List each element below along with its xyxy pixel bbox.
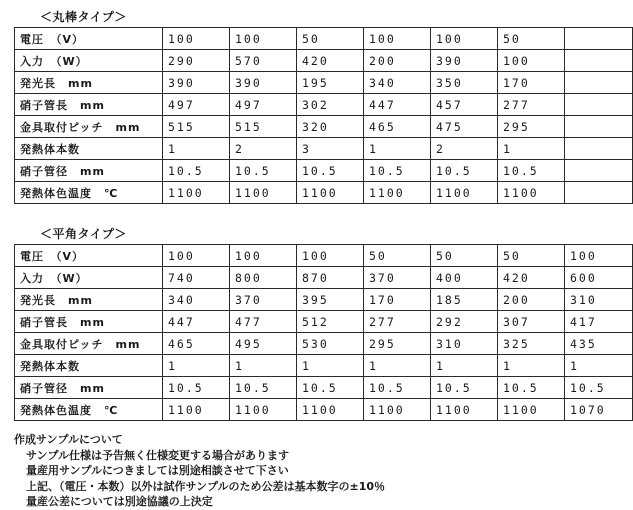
table-cell: 10.5 <box>364 160 431 182</box>
table-cell: 1 <box>498 355 565 377</box>
row-label: 金具取付ピッチ mm <box>15 333 163 355</box>
table-cell: 310 <box>431 333 498 355</box>
table-cell: 457 <box>431 94 498 116</box>
table-cell: 390 <box>230 72 297 94</box>
table-row <box>15 50 633 72</box>
table-cell: 600 <box>565 267 633 289</box>
table-cell: 1 <box>163 355 230 377</box>
table-cell: 1 <box>163 138 230 160</box>
table-cell: 50 <box>431 245 498 267</box>
table-cell: 200 <box>364 50 431 72</box>
table-cell: 50 <box>297 28 364 50</box>
table-cell: 740 <box>163 267 230 289</box>
note-line: 上記、（電圧・本数）以外は試作サンプルのため公差は基本数字の±10％ <box>26 479 386 493</box>
table-cell: 10.5 <box>297 160 364 182</box>
table-cell: 50 <box>364 245 431 267</box>
table-cell: 497 <box>163 94 230 116</box>
row-label: 入力 （W） <box>15 50 163 72</box>
table-cell: 320 <box>297 116 364 138</box>
row-label: 硝子管長 mm <box>15 94 163 116</box>
table-row <box>15 182 633 204</box>
table-cell: 395 <box>297 289 364 311</box>
table-cell: 170 <box>498 72 565 94</box>
table-cell: 100 <box>364 28 431 50</box>
table-cell: 435 <box>565 333 633 355</box>
table-row <box>15 377 633 399</box>
table-row <box>15 333 633 355</box>
table-cell: 1 <box>498 138 565 160</box>
sample-notes <box>14 432 385 510</box>
table-cell: 292 <box>431 311 498 333</box>
table-cell: 447 <box>364 94 431 116</box>
table-cell <box>565 94 633 116</box>
table-cell: 100 <box>565 245 633 267</box>
table-row <box>15 355 633 377</box>
table-cell: 100 <box>230 28 297 50</box>
row-label: 硝子管長 mm <box>15 311 163 333</box>
table-cell: 100 <box>498 50 565 72</box>
table-cell: 447 <box>163 311 230 333</box>
row-label: 金具取付ピッチ mm <box>15 116 163 138</box>
table-cell: 1100 <box>431 399 498 421</box>
row-label: 電圧 （V） <box>15 28 163 50</box>
table-cell: 277 <box>364 311 431 333</box>
table-cell: 290 <box>163 50 230 72</box>
table-cell: 1100 <box>498 182 565 204</box>
note-line: 量産用サンプルにつきましては別途相談させて下さい <box>26 464 289 477</box>
table-cell <box>565 50 633 72</box>
table-cell: 870 <box>297 267 364 289</box>
table-cell: 10.5 <box>498 160 565 182</box>
table-cell: 370 <box>364 267 431 289</box>
table-cell: 1100 <box>163 182 230 204</box>
table-cell: 310 <box>565 289 633 311</box>
table-cell: 350 <box>431 72 498 94</box>
table-cell: 10.5 <box>431 377 498 399</box>
row-label: 発熱体本数 <box>15 138 163 160</box>
table-cell: 10.5 <box>163 160 230 182</box>
table-cell: 50 <box>498 245 565 267</box>
table-cell: 417 <box>565 311 633 333</box>
table-cell <box>565 72 633 94</box>
table-cell: 1100 <box>297 399 364 421</box>
table-cell: 1070 <box>565 399 633 421</box>
table-cell: 10.5 <box>230 160 297 182</box>
table-cell: 465 <box>163 333 230 355</box>
section-title-round-bar: ＜丸棒タイプ＞ <box>40 10 127 24</box>
table-cell: 1 <box>431 355 498 377</box>
table-cell: 3 <box>297 138 364 160</box>
row-label: 硝子管径 mm <box>15 377 163 399</box>
table-row <box>15 138 633 160</box>
table-row <box>15 116 633 138</box>
table-cell: 10.5 <box>565 377 633 399</box>
row-label: 入力 （W） <box>15 267 163 289</box>
note-line: サンプル仕様は予告無く仕様変更する場合があります <box>26 448 290 462</box>
table-cell: 340 <box>163 289 230 311</box>
table-cell <box>565 138 633 160</box>
table-cell <box>565 160 633 182</box>
section-title-flat: ＜平角タイプ＞ <box>40 227 127 241</box>
table-cell: 515 <box>163 116 230 138</box>
table-cell: 185 <box>431 289 498 311</box>
table-cell: 477 <box>230 311 297 333</box>
table-cell: 2 <box>230 138 297 160</box>
table-cell: 570 <box>230 50 297 72</box>
table-cell: 475 <box>431 116 498 138</box>
row-label: 発熱体色温度 ℃ <box>15 399 163 421</box>
table-cell: 390 <box>163 72 230 94</box>
table-cell: 512 <box>297 311 364 333</box>
table-cell <box>565 116 633 138</box>
table-cell: 400 <box>431 267 498 289</box>
table-cell: 50 <box>498 28 565 50</box>
table-cell: 295 <box>364 333 431 355</box>
row-label: 電圧 （V） <box>15 245 163 267</box>
spec-table-flat <box>14 244 633 421</box>
table-cell: 302 <box>297 94 364 116</box>
table-cell: 420 <box>297 50 364 72</box>
table-cell: 1100 <box>364 399 431 421</box>
row-label: 発熱体本数 <box>15 355 163 377</box>
table-cell: 1100 <box>297 182 364 204</box>
table-cell: 465 <box>364 116 431 138</box>
table-cell: 10.5 <box>297 377 364 399</box>
table-cell: 515 <box>230 116 297 138</box>
table-cell: 170 <box>364 289 431 311</box>
table-cell <box>565 28 633 50</box>
table-cell: 1 <box>364 355 431 377</box>
table-cell: 100 <box>230 245 297 267</box>
table-row <box>15 267 633 289</box>
table-cell: 10.5 <box>364 377 431 399</box>
table-cell: 100 <box>163 28 230 50</box>
table-row <box>15 160 633 182</box>
table-cell: 370 <box>230 289 297 311</box>
table-cell: 2 <box>431 138 498 160</box>
table-row <box>15 28 633 50</box>
table-cell: 1 <box>364 138 431 160</box>
table-cell: 1 <box>230 355 297 377</box>
table-cell: 530 <box>297 333 364 355</box>
table-cell: 325 <box>498 333 565 355</box>
row-label: 発熱体色温度 ℃ <box>15 182 163 204</box>
table-cell: 10.5 <box>431 160 498 182</box>
table-row <box>15 311 633 333</box>
table-cell: 1100 <box>431 182 498 204</box>
table-cell: 390 <box>431 50 498 72</box>
table-cell: 1100 <box>498 399 565 421</box>
table-row <box>15 72 633 94</box>
spec-table-round-bar <box>14 27 633 204</box>
table-cell: 100 <box>431 28 498 50</box>
table-cell: 340 <box>364 72 431 94</box>
table-cell <box>565 182 633 204</box>
table-cell: 100 <box>297 245 364 267</box>
table-cell: 800 <box>230 267 297 289</box>
row-label: 発光長 mm <box>15 72 163 94</box>
table-cell: 295 <box>498 116 565 138</box>
table-cell: 307 <box>498 311 565 333</box>
table-cell: 200 <box>498 289 565 311</box>
row-label: 発光長 mm <box>15 289 163 311</box>
table-cell: 1100 <box>364 182 431 204</box>
table-cell: 1 <box>565 355 633 377</box>
table-row <box>15 289 633 311</box>
notes-heading: 作成サンプルについて <box>14 433 123 446</box>
table-cell: 10.5 <box>163 377 230 399</box>
table-cell: 277 <box>498 94 565 116</box>
table-row <box>15 245 633 267</box>
row-label: 硝子管径 mm <box>15 160 163 182</box>
table-cell: 1100 <box>163 399 230 421</box>
table-cell: 10.5 <box>230 377 297 399</box>
table-cell: 420 <box>498 267 565 289</box>
table-cell: 10.5 <box>498 377 565 399</box>
table-cell: 195 <box>297 72 364 94</box>
table-cell: 100 <box>163 245 230 267</box>
table-row <box>15 94 633 116</box>
table-cell: 1100 <box>230 182 297 204</box>
table-cell: 1100 <box>230 399 297 421</box>
note-line: 量産公差については別途協議の上決定 <box>26 495 213 508</box>
table-cell: 1 <box>297 355 364 377</box>
table-cell: 497 <box>230 94 297 116</box>
table-row <box>15 399 633 421</box>
table-cell: 495 <box>230 333 297 355</box>
